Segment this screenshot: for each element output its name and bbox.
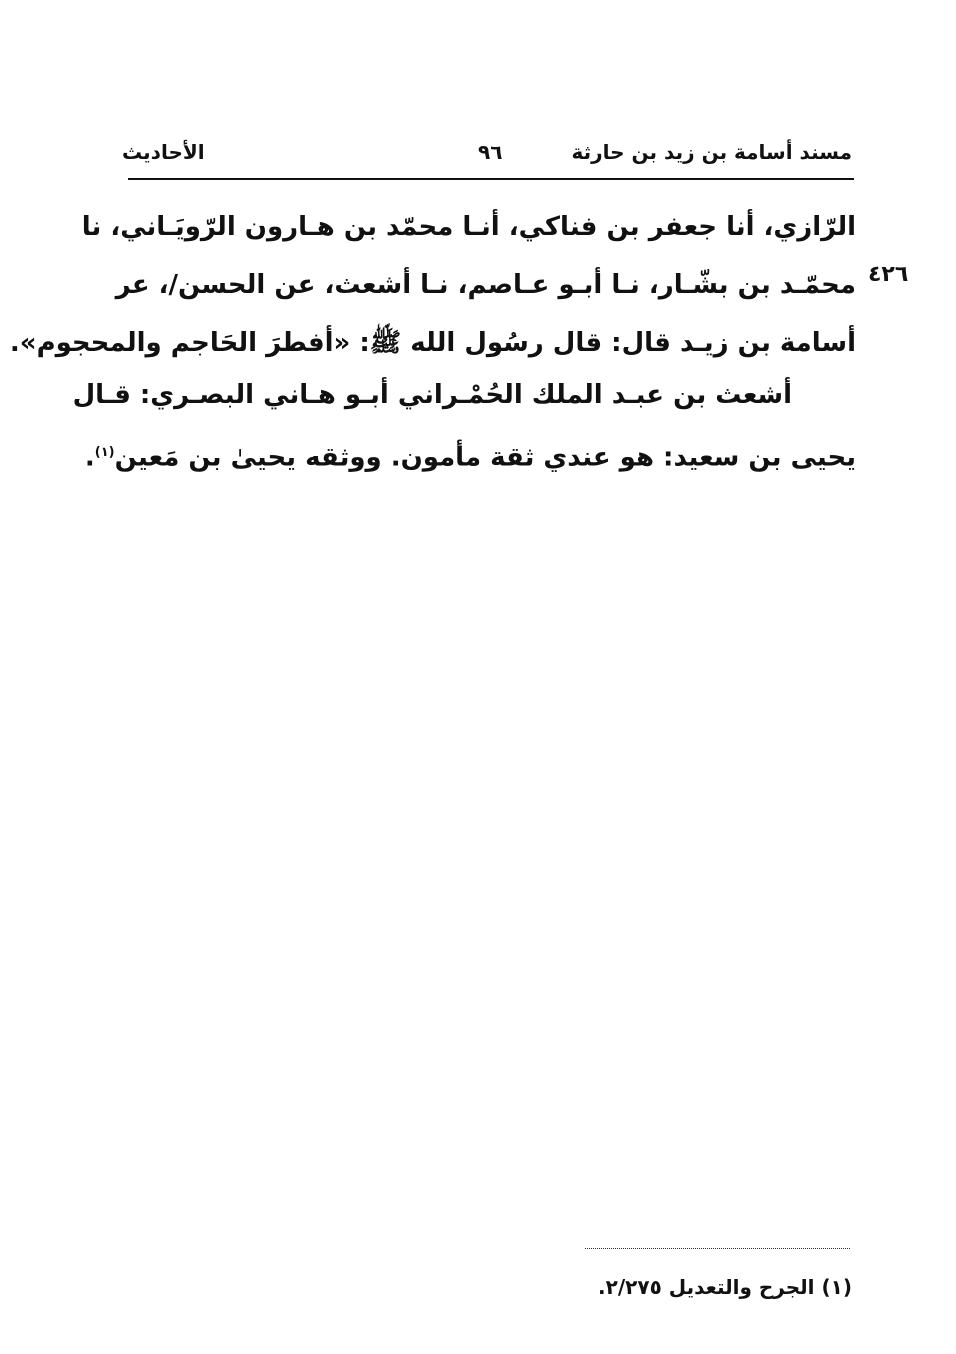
- header-divider: [128, 178, 854, 180]
- hadith-line-3: أسامة بن زيـد قال: قال رسُول الله ﷺ: «أفطرَ الحَاجم والمحجوم».: [9, 328, 856, 358]
- section-title: الأحاديث: [122, 140, 205, 164]
- hadith-line-1: الرّازي، أنا جعفر بن فناكي، أنـا محمّد بن هـارون الرّويَـاني، نا: [81, 212, 856, 242]
- page-number: ٩٦: [478, 140, 503, 164]
- commentary-line-2: [84, 424, 856, 487]
- footnote-1: [598, 1275, 852, 1299]
- footnote-text: الجرح والتعديل ٢/٢٧٥.: [598, 1275, 815, 1299]
- commentary-line-2-text: يحيى بن سعيد: هو عندي ثقة مأمون. ووثقه يحيىٰ بن مَعين: [114, 442, 856, 473]
- narrator-commentary: [72, 366, 856, 487]
- hadith-text: [9, 198, 856, 372]
- commentary-line-1: أشعث بن عبـد الملك الحُمْـراني أبـو هـاني البصـري: قـال: [72, 380, 792, 410]
- hadith-line-2: محمّـد بن بشّـار، نـا أبـو عـاصم، نـا أشعث، عن الحسن/، عر: [115, 270, 856, 300]
- hadith-number: ٤٢٦: [868, 262, 909, 287]
- footnote-reference: (١): [94, 445, 115, 460]
- book-title: مسند أسامة بن زيد بن حارثة: [571, 140, 852, 164]
- running-header: [122, 140, 852, 172]
- footnote-marker: (١): [821, 1275, 852, 1299]
- commentary-end-punct: .: [84, 442, 95, 473]
- footnote-divider: [585, 1248, 850, 1249]
